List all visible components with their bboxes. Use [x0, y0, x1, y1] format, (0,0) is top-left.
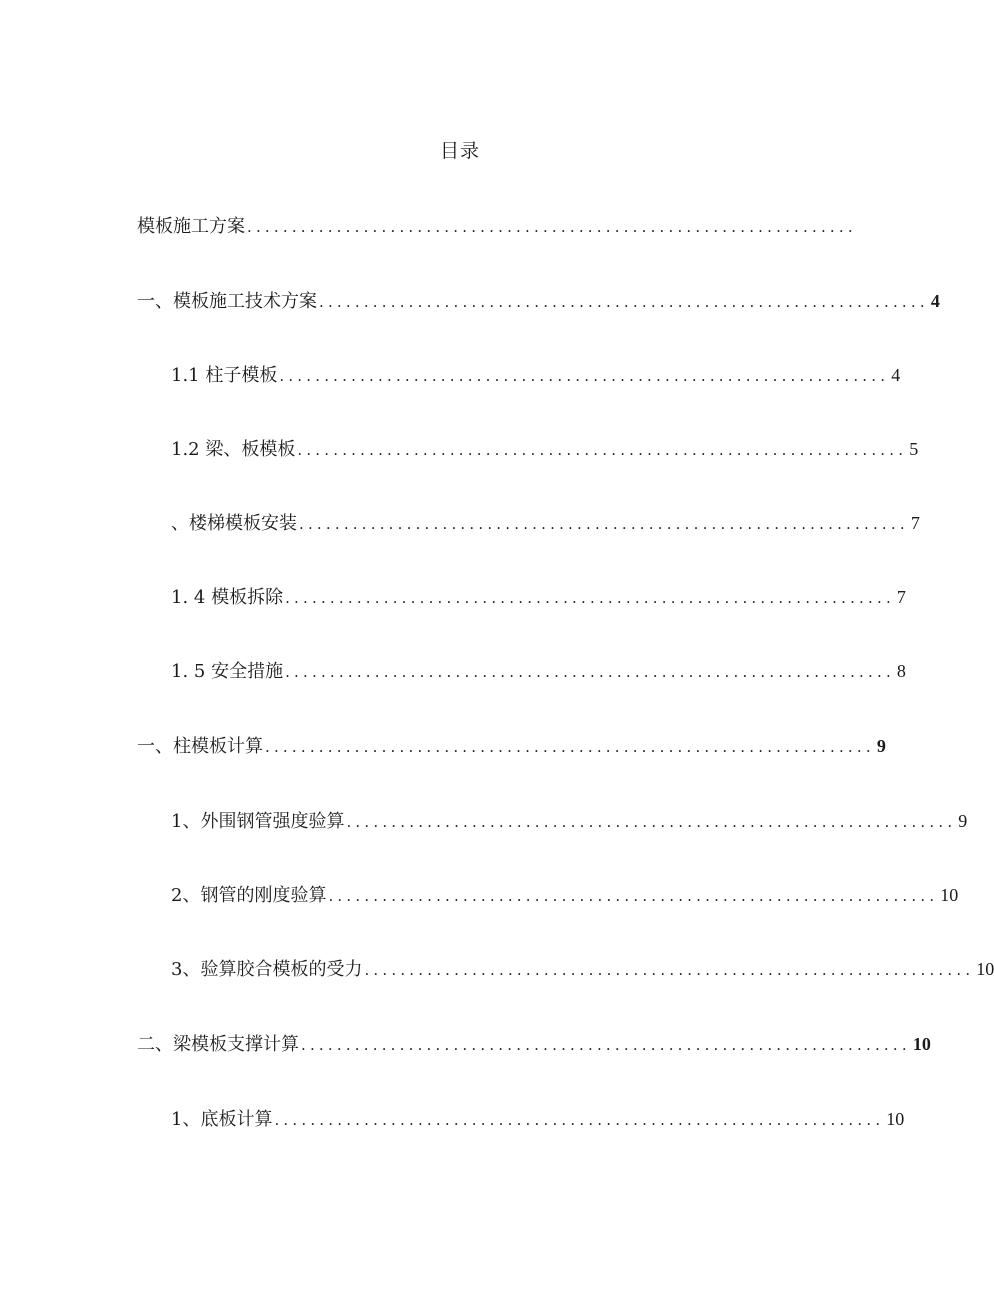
toc-entry-label: 1. 4 模板拆除	[171, 587, 284, 608]
toc-dot-leader: ....................................................................	[319, 293, 929, 311]
toc-entry-label: 1. 5 安全措施	[171, 661, 284, 682]
toc-entry[interactable]	[171, 582, 906, 612]
toc-entry-page: 10	[976, 959, 994, 979]
toc-entry[interactable]	[137, 731, 886, 761]
toc-entry[interactable]	[171, 1104, 905, 1134]
toc-entry[interactable]	[171, 954, 994, 984]
toc-dot-leader: ....................................................................	[328, 887, 939, 905]
toc-entry-page: 5	[909, 439, 919, 459]
toc-dot-leader: ....................................................................	[274, 1111, 885, 1129]
toc-dot-leader: ....................................................................	[285, 589, 895, 607]
toc-entry-label: 1.2 梁、板模板	[171, 439, 296, 460]
toc-entry-label: 1、外围钢管强度验算	[171, 811, 345, 832]
toc-entry-page: 8	[896, 661, 906, 681]
toc-entry[interactable]	[171, 508, 920, 538]
toc-dot-leader: ....................................................................	[346, 813, 957, 831]
toc-dot-leader: ....................................................................	[247, 218, 857, 236]
toc-entry-label: 1.1 柱子模板	[171, 365, 278, 386]
toc-dot-leader: ....................................................................	[297, 441, 908, 459]
toc-dot-leader: ....................................................................	[364, 961, 975, 979]
toc-dot-leader: ....................................................................	[265, 738, 875, 756]
toc-entry[interactable]	[171, 360, 901, 390]
toc-entry-label: 1、底板计算	[171, 1109, 273, 1130]
toc-entry-page: 4	[891, 365, 901, 385]
toc-entry-label: 2、钢管的刚度验算	[171, 885, 327, 906]
toc-entry-page: 10	[940, 885, 959, 905]
toc-entry[interactable]	[171, 656, 906, 686]
toc-entry[interactable]	[171, 434, 919, 464]
toc-dot-leader: ....................................................................	[279, 367, 890, 385]
toc-entry[interactable]	[171, 806, 968, 836]
toc-dot-leader: ....................................................................	[301, 1036, 911, 1054]
toc-title: 目录	[439, 140, 480, 162]
toc-entry[interactable]	[137, 212, 857, 242]
toc-entry-label: 、楼梯模板安装	[171, 513, 297, 534]
toc-entry[interactable]	[137, 286, 940, 316]
toc-dot-leader: ....................................................................	[299, 515, 909, 533]
toc-entry[interactable]	[171, 880, 959, 910]
toc-entry-label: 二、梁模板支撑计算	[137, 1034, 299, 1055]
toc-entry-page: 10	[912, 1034, 931, 1054]
toc-entry-page: 9	[876, 736, 886, 756]
toc-entry-label: 一、柱模板计算	[137, 736, 263, 757]
toc-entry-page: 7	[896, 587, 906, 607]
toc-entry-label: 3、验算胶合模板的受力	[171, 959, 363, 980]
toc-entry-page: 4	[930, 291, 940, 311]
toc-entry[interactable]	[137, 1029, 931, 1059]
toc-entry-label: 模板施工方案	[137, 216, 245, 237]
toc-dot-leader: ....................................................................	[285, 663, 895, 681]
toc-entry-page: 9	[958, 811, 968, 831]
toc-entry-page: 7	[910, 513, 920, 533]
toc-entry-label: 一、模板施工技术方案	[137, 291, 317, 312]
toc-entry-page: 10	[886, 1109, 905, 1129]
